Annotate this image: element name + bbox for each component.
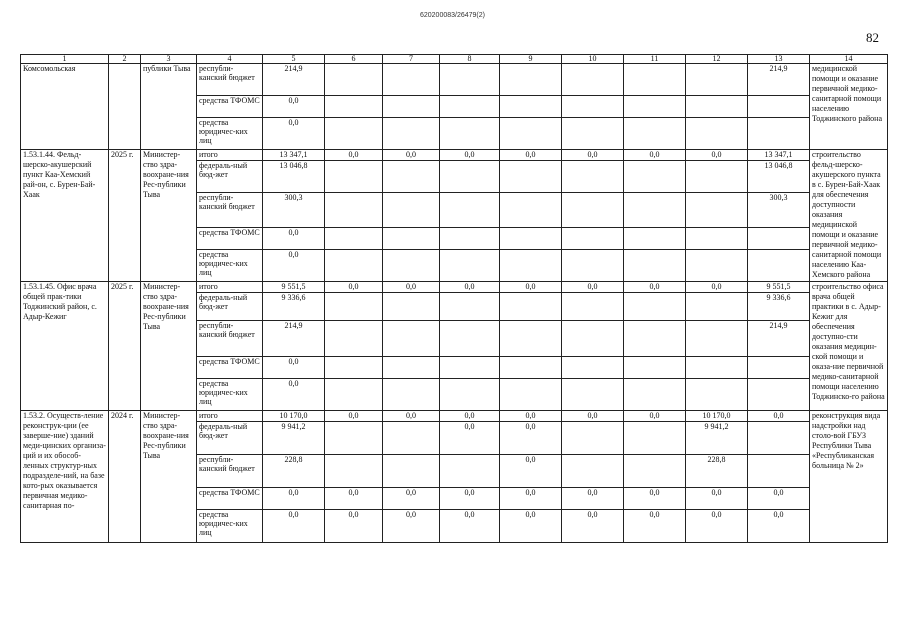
value-cell: 0,0 <box>686 150 748 161</box>
value-cell <box>500 228 562 250</box>
value-cell: 214,9 <box>263 64 325 96</box>
activity-name-cell: 1.53.1.45. Офис врача общей прак-тики Тоджинский район, с. Адыр-Кежиг <box>21 282 109 411</box>
year-cell: 2024 г. <box>109 411 141 543</box>
executor-cell: Министер-ство здра-воохране-ния Рес-публики Тыва <box>141 150 197 282</box>
value-cell <box>325 321 383 357</box>
value-cell: 0,0 <box>440 488 500 510</box>
value-cell <box>562 321 624 357</box>
value-cell <box>624 357 686 379</box>
value-cell: 0,0 <box>263 228 325 250</box>
value-cell: 0,0 <box>748 411 810 422</box>
value-cell: 0,0 <box>500 510 562 543</box>
budget-table <box>20 54 888 543</box>
value-cell: 0,0 <box>325 150 383 161</box>
value-cell <box>500 118 562 150</box>
table-body <box>21 55 888 543</box>
value-cell <box>624 228 686 250</box>
value-cell: 13 046,8 <box>263 161 325 193</box>
value-cell: 0,0 <box>748 510 810 543</box>
value-cell: 0,0 <box>325 282 383 293</box>
value-cell: 9 336,6 <box>748 293 810 321</box>
value-cell <box>624 293 686 321</box>
value-cell: 300,3 <box>263 193 325 228</box>
value-cell: 0,0 <box>562 150 624 161</box>
value-cell <box>440 161 500 193</box>
funding-source-cell: федераль-ный бюд-жет <box>197 293 263 321</box>
funding-source-cell: итого <box>197 411 263 422</box>
value-cell <box>562 250 624 282</box>
value-cell <box>325 357 383 379</box>
executor-cell: Министер-ство здра-воохране-ния Рес-публики Тыва <box>141 282 197 411</box>
column-numbers-row <box>21 55 888 64</box>
value-cell: 0,0 <box>263 118 325 150</box>
value-cell <box>383 228 440 250</box>
funding-source-cell: средства ТФОМС <box>197 96 263 118</box>
value-cell: 0,0 <box>686 510 748 543</box>
column-header: 10 <box>562 55 624 64</box>
value-cell: 13 347,1 <box>748 150 810 161</box>
value-cell <box>325 250 383 282</box>
value-cell: 0,0 <box>383 150 440 161</box>
value-cell <box>562 293 624 321</box>
value-cell <box>686 118 748 150</box>
value-cell <box>624 422 686 455</box>
value-cell <box>686 161 748 193</box>
funding-source-cell: итого <box>197 282 263 293</box>
value-cell <box>440 250 500 282</box>
value-cell <box>325 64 383 96</box>
table-row <box>21 64 888 96</box>
funding-source-cell: средства юридичес-ких лиц <box>197 510 263 543</box>
purpose-cell: реконструкция вида надстройки над столо-вой ГБУЗ Республики Тыва «Республиканская больница № 2» <box>810 411 888 543</box>
value-cell <box>383 64 440 96</box>
activity-name-cell: Комсомольская <box>21 64 109 150</box>
funding-source-cell: средства юридичес-ких лиц <box>197 250 263 282</box>
value-cell <box>748 379 810 411</box>
value-cell: 0,0 <box>383 282 440 293</box>
value-cell: 0,0 <box>624 282 686 293</box>
funding-source-cell: итого <box>197 150 263 161</box>
value-cell <box>500 321 562 357</box>
value-cell: 0,0 <box>562 488 624 510</box>
value-cell <box>440 64 500 96</box>
value-cell: 228,8 <box>263 455 325 488</box>
value-cell <box>686 64 748 96</box>
value-cell: 9 551,5 <box>263 282 325 293</box>
value-cell: 0,0 <box>624 488 686 510</box>
value-cell: 0,0 <box>500 488 562 510</box>
value-cell: 10 170,0 <box>686 411 748 422</box>
value-cell <box>562 422 624 455</box>
value-cell <box>624 64 686 96</box>
table-row <box>21 411 888 422</box>
value-cell: 0,0 <box>686 488 748 510</box>
value-cell: 0,0 <box>263 488 325 510</box>
value-cell <box>562 118 624 150</box>
value-cell <box>325 228 383 250</box>
value-cell <box>383 161 440 193</box>
funding-source-cell: средства юридичес-ких лиц <box>197 118 263 150</box>
value-cell <box>325 293 383 321</box>
purpose-cell: строительство офиса врача общей практики в с. Адыр-Кежиг для обеспечения доступно-сти оказания медицин-ской помощи и оказа-ние первичной медико-санитарной помощи населению Тоджинско-го района <box>810 282 888 411</box>
value-cell <box>325 193 383 228</box>
column-header: 3 <box>141 55 197 64</box>
value-cell <box>383 422 440 455</box>
funding-source-cell: средства юридичес-ких лиц <box>197 379 263 411</box>
value-cell: 0,0 <box>500 150 562 161</box>
value-cell <box>500 379 562 411</box>
value-cell: 0,0 <box>263 250 325 282</box>
value-cell: 10 170,0 <box>263 411 325 422</box>
value-cell <box>383 293 440 321</box>
column-header: 9 <box>500 55 562 64</box>
value-cell <box>325 379 383 411</box>
value-cell <box>562 161 624 193</box>
value-cell <box>686 250 748 282</box>
value-cell: 0,0 <box>263 510 325 543</box>
value-cell <box>624 118 686 150</box>
value-cell: 0,0 <box>624 510 686 543</box>
column-header: 5 <box>263 55 325 64</box>
table-row <box>21 282 888 293</box>
value-cell: 0,0 <box>440 150 500 161</box>
value-cell <box>562 64 624 96</box>
value-cell <box>748 228 810 250</box>
column-header: 13 <box>748 55 810 64</box>
activity-name-cell: 1.53.2. Осуществ-ление реконструк-ции (ее заверше-ние) зданий меди-цинских организа-ций и их обособ-ленных структур-ных подразделе-ний, на базе кото-рых оказывается первичная медико-санитарная по- <box>21 411 109 543</box>
value-cell <box>562 228 624 250</box>
funding-source-cell: федераль-ный бюд-жет <box>197 422 263 455</box>
value-cell <box>500 250 562 282</box>
column-header: 8 <box>440 55 500 64</box>
value-cell <box>440 379 500 411</box>
value-cell <box>748 96 810 118</box>
value-cell <box>686 193 748 228</box>
value-cell: 0,0 <box>500 422 562 455</box>
funding-source-cell: республи-канский бюджет <box>197 321 263 357</box>
value-cell: 0,0 <box>562 282 624 293</box>
value-cell: 0,0 <box>500 282 562 293</box>
value-cell: 9 551,5 <box>748 282 810 293</box>
value-cell <box>500 293 562 321</box>
value-cell: 0,0 <box>624 411 686 422</box>
value-cell: 0,0 <box>263 357 325 379</box>
value-cell: 9 941,2 <box>263 422 325 455</box>
value-cell <box>383 379 440 411</box>
value-cell <box>325 455 383 488</box>
funding-source-cell: федераль-ный бюд-жет <box>197 161 263 193</box>
value-cell: 0,0 <box>440 282 500 293</box>
value-cell <box>440 118 500 150</box>
value-cell: 0,0 <box>440 411 500 422</box>
value-cell: 214,9 <box>263 321 325 357</box>
value-cell <box>440 96 500 118</box>
value-cell: 0,0 <box>325 510 383 543</box>
value-cell: 0,0 <box>263 96 325 118</box>
column-header: 6 <box>325 55 383 64</box>
value-cell <box>562 193 624 228</box>
funding-source-cell: средства ТФОМС <box>197 357 263 379</box>
purpose-cell: медицинской помощи и оказание первичной медико-санитарной помощи населению Тоджинского района <box>810 64 888 150</box>
value-cell: 0,0 <box>325 488 383 510</box>
value-cell <box>686 228 748 250</box>
executor-cell: публики Тыва <box>141 64 197 150</box>
value-cell <box>325 161 383 193</box>
value-cell <box>325 96 383 118</box>
column-header: 11 <box>624 55 686 64</box>
value-cell <box>624 250 686 282</box>
value-cell <box>500 96 562 118</box>
value-cell: 13 347,1 <box>263 150 325 161</box>
value-cell: 0,0 <box>748 488 810 510</box>
column-header: 4 <box>197 55 263 64</box>
value-cell <box>440 455 500 488</box>
value-cell <box>562 455 624 488</box>
funding-source-cell: республи-канский бюджет <box>197 193 263 228</box>
value-cell <box>383 455 440 488</box>
value-cell: 9 941,2 <box>686 422 748 455</box>
column-header: 12 <box>686 55 748 64</box>
value-cell <box>624 193 686 228</box>
value-cell <box>440 357 500 379</box>
value-cell <box>686 96 748 118</box>
value-cell: 0,0 <box>383 488 440 510</box>
value-cell <box>748 455 810 488</box>
year-cell: 2025 г. <box>109 282 141 411</box>
value-cell <box>748 250 810 282</box>
value-cell: 13 046,8 <box>748 161 810 193</box>
value-cell <box>686 379 748 411</box>
value-cell <box>383 193 440 228</box>
year-cell: 2025 г. <box>109 150 141 282</box>
value-cell <box>562 96 624 118</box>
value-cell <box>500 161 562 193</box>
value-cell <box>624 96 686 118</box>
value-cell: 0,0 <box>383 510 440 543</box>
value-cell <box>686 321 748 357</box>
value-cell <box>325 118 383 150</box>
value-cell: 0,0 <box>500 411 562 422</box>
value-cell <box>440 321 500 357</box>
document-id: 620200083/26479(2) <box>419 12 485 19</box>
executor-cell: Министер-ство здра-воохране-ния Рес-публики Тыва <box>141 411 197 543</box>
column-header: 2 <box>109 55 141 64</box>
purpose-cell: строительство фельд-шерско-акушерского пункта в с. Бурен-Бай-Хаак для обеспечения доступности оказания медицинской помощи и оказание первичной медико-санитарной помощи населению Каа-Хемского района <box>810 150 888 282</box>
value-cell <box>383 96 440 118</box>
value-cell <box>383 118 440 150</box>
value-cell <box>383 357 440 379</box>
value-cell <box>624 321 686 357</box>
value-cell: 0,0 <box>562 510 624 543</box>
column-header: 7 <box>383 55 440 64</box>
value-cell: 0,0 <box>686 282 748 293</box>
value-cell: 214,9 <box>748 64 810 96</box>
value-cell <box>624 379 686 411</box>
value-cell <box>562 379 624 411</box>
activity-name-cell: 1.53.1.44. Фельд-шерско-акушерский пункт Каа-Хемский рай-он, с. Бурен-Бай-Хаак <box>21 150 109 282</box>
value-cell: 0,0 <box>440 510 500 543</box>
year-cell <box>109 64 141 150</box>
column-header: 14 <box>810 55 888 64</box>
value-cell <box>562 357 624 379</box>
value-cell: 0,0 <box>440 422 500 455</box>
value-cell: 0,0 <box>263 379 325 411</box>
column-header: 1 <box>21 55 109 64</box>
value-cell <box>624 455 686 488</box>
value-cell <box>748 118 810 150</box>
funding-source-cell: республи-канский бюджет <box>197 64 263 96</box>
value-cell: 0,0 <box>383 411 440 422</box>
value-cell <box>325 422 383 455</box>
value-cell <box>500 357 562 379</box>
value-cell: 228,8 <box>686 455 748 488</box>
value-cell: 300,3 <box>748 193 810 228</box>
funding-source-cell: средства ТФОМС <box>197 228 263 250</box>
value-cell <box>748 357 810 379</box>
value-cell: 0,0 <box>325 411 383 422</box>
funding-source-cell: республи-канский бюджет <box>197 455 263 488</box>
value-cell <box>686 293 748 321</box>
value-cell: 0,0 <box>624 150 686 161</box>
value-cell <box>383 250 440 282</box>
value-cell: 214,9 <box>748 321 810 357</box>
value-cell <box>686 357 748 379</box>
value-cell <box>624 161 686 193</box>
page-number: 82 <box>866 30 879 45</box>
value-cell: 9 336,6 <box>263 293 325 321</box>
value-cell <box>500 193 562 228</box>
value-cell <box>440 228 500 250</box>
funding-source-cell: средства ТФОМС <box>197 488 263 510</box>
value-cell <box>500 64 562 96</box>
value-cell: 0,0 <box>500 455 562 488</box>
value-cell <box>383 321 440 357</box>
value-cell <box>440 193 500 228</box>
value-cell <box>748 422 810 455</box>
table-row <box>21 150 888 161</box>
value-cell: 0,0 <box>562 411 624 422</box>
value-cell <box>440 293 500 321</box>
